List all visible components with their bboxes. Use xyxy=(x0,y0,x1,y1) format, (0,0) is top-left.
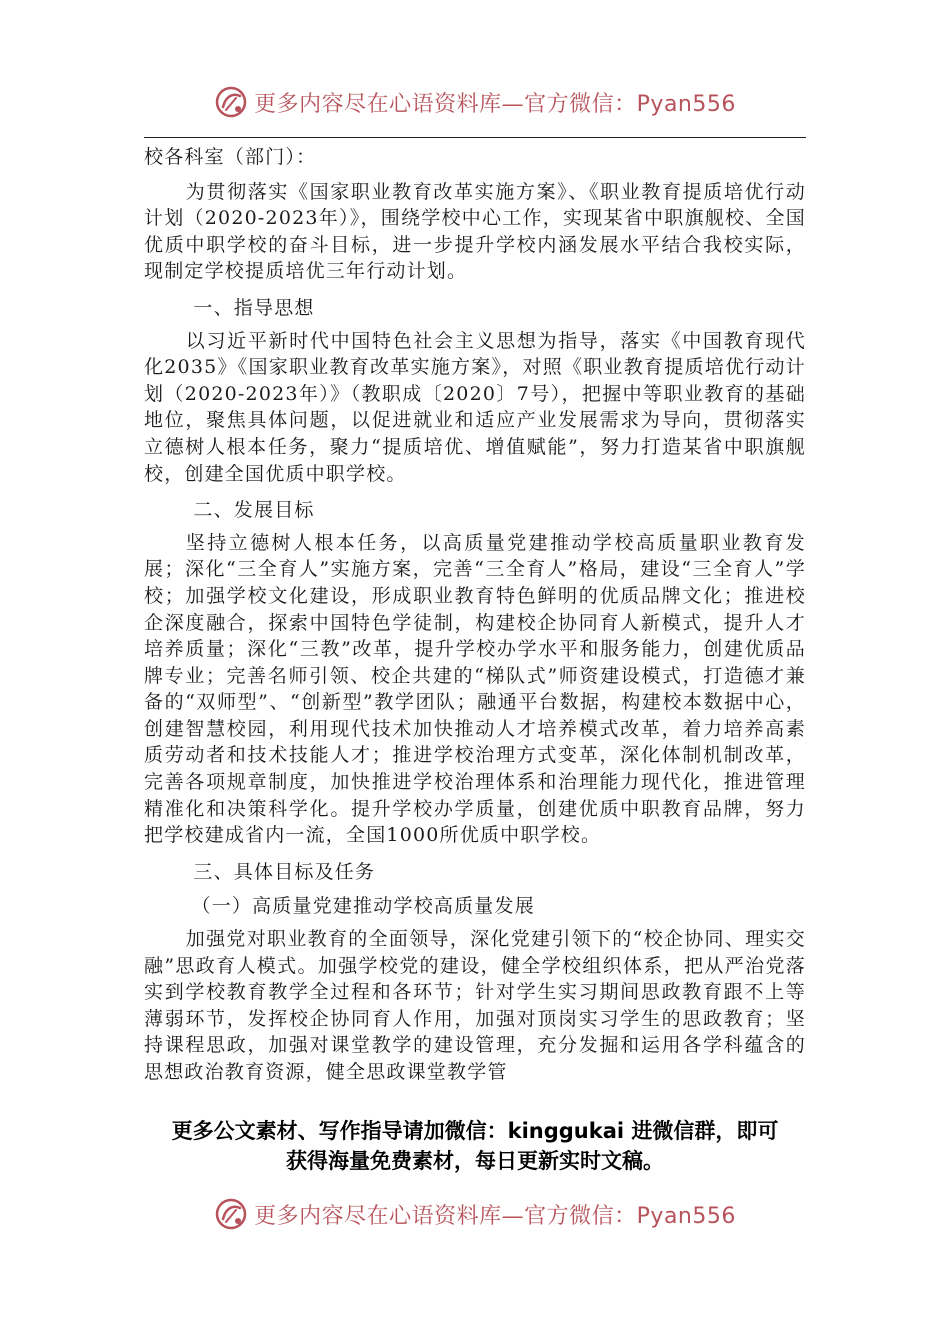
subsection-heading-party-building: （一）高质量党建推动学校高质量发展 xyxy=(191,895,535,918)
section-heading-specific-tasks: 三、具体目标及任务 xyxy=(193,860,376,883)
section-heading-guiding-ideology: 一、指导思想 xyxy=(193,296,315,319)
library-logo-icon xyxy=(214,85,248,119)
intro-paragraph: 为贯彻落实《国家职业教育改革实施方案》、《职业教育提质培优行动计划（2020-2023年）》，围绕学校中心工作，实现某省中职旗舰校、全国优质中职学校的奋斗目标，进一步提升学校内涵发展水平结合我校实际，现制定学校提质培优三年行动计划。 xyxy=(144,180,806,283)
header-banner xyxy=(0,80,950,124)
library-logo-icon xyxy=(214,1197,248,1231)
promo-line-2: 获得海量免费素材，每日更新实时文稿。 xyxy=(286,1149,664,1173)
section1-paragraph: 以习近平新时代中国特色社会主义思想为指导，落实《中国教育现代化2035》《国家职业教育改革实施方案》，对照《职业教育提质培优行动计划（2020-2023年）》（教职成〔2020〕7号），把握中等职业教育的基础地位，聚焦具体问题，以促进就业和适应产业发展需求为导向，贯彻落实立德树人根本任务，聚力“提质培优、增值赋能”，努力打造某省中职旗舰校，创建全国优质中职学校。 xyxy=(144,329,806,485)
section-heading-development-goals: 二、发展目标 xyxy=(193,499,315,522)
header-divider xyxy=(144,137,806,138)
header-banner-text: 更多内容尽在心语资料库—官方微信：Pyan556 xyxy=(254,91,736,117)
section3-paragraph: 加强党对职业教育的全面领导，深化党建引领下的“校企协同、理实交融”思政育人模式。加强学校党的建设，健全学校组织体系，把从严治党落实到学校教育教学全过程和各环节；针对学生实习期间思政教育跟不上等薄弱环节，发挥校企协同育人作用，加强对顶岗实习学生的思政教育；坚持课程思政，加强对课堂教学的建设管理，充分发掘和运用各学科蕴含的思想政治教育资源，健全思政课堂教学管 xyxy=(144,928,806,1083)
promo-line-1: 更多公文素材、写作指导请加微信：kinggukai 进微信群，即可 xyxy=(171,1119,779,1143)
salutation: 校各科室（部门）： xyxy=(144,146,317,168)
promo-notice xyxy=(100,1116,850,1176)
section2-paragraph: 坚持立德树人根本任务，以高质量党建推动学校高质量职业教育发展；深化“三全育人”实施方案，完善“三全育人”格局，建设“三全育人”学校；加强学校文化建设，形成职业教育特色鲜明的优质品牌文化；推进校企深度融合，探索中国特色学徒制，构建校企协同育人新模式，提升人才培养质量；深化“三教”改革，提升学校办学水平和服务能力，创建优质品牌专业；完善名师引领、校企共建的“梯队式”师资建设模式，打造德才兼备的“双师型”、“创新型”教学团队；融通平台数据，构建校本数据中心，创建智慧校园，利用现代技术加快推动人才培养模式改革，着力培养高素质劳动者和技术技能人才；推进学校治理方式变革，深化体制机制改革，完善各项规章制度，加快推进学校治理体系和治理能力现代化，推进管理精准化和决策科学化。提升学校办学质量，创建优质中职教育品牌，努力把学校建成省内一流，全国1000所优质中职学校。 xyxy=(144,531,806,847)
document-body xyxy=(144,144,806,1086)
footer-banner xyxy=(0,1192,950,1236)
footer-banner-text: 更多内容尽在心语资料库—官方微信：Pyan556 xyxy=(254,1203,736,1229)
